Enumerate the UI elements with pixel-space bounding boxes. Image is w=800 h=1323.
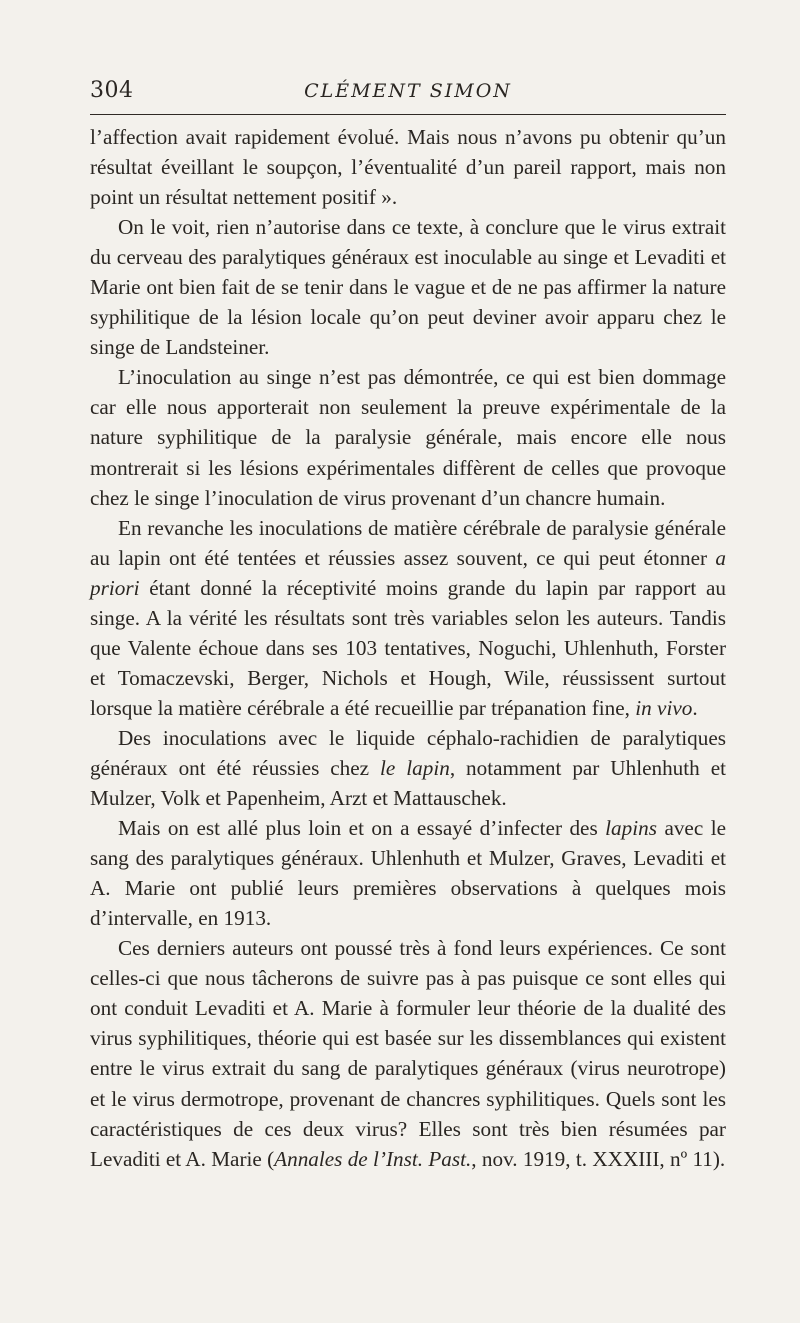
paragraph-1 (90, 122, 726, 212)
page-header (90, 78, 726, 108)
paragraph-5-italic-le-lapin: le lapin (380, 755, 450, 780)
paragraph-3-text: L’inoculation au singe n’est pas démontrée, ce qui est bien dommage car elle nous apporterait non seulement la preuve expérimentale de la nature syphilitique de la paralysie générale, mais encore elle nous montrerait si les lésions expérimentales diffèrent de celles que provoque chez le singe l’inoculation de virus provenant d’un chancre humain. (90, 365, 726, 510)
paragraph-2 (90, 212, 726, 362)
paragraph-1-text: l’affection avait rapidement évolué. Mais nous n’avons pu obtenir qu’un résultat éveillant le soupçon, l’éventualité d’un pareil rapport, mais non point un résultat nettement positif ». (90, 125, 726, 210)
running-title: CLÉMENT SIMON (304, 80, 512, 102)
body-text (90, 122, 726, 1174)
paragraph-6 (90, 813, 726, 933)
paragraph-4-text-a: En revanche les inoculations de matière cérébrale de paralysie générale au lapin ont été tentées et réussies assez souvent, ce qui peut étonner (90, 515, 726, 570)
paragraph-3 (90, 362, 726, 512)
paragraph-5 (90, 723, 726, 813)
paragraph-4-text-c: . (692, 695, 698, 720)
page-number: 304 (90, 78, 134, 103)
header-rule (90, 114, 726, 115)
paragraph-5-text-b: , notamment par Uhlenhuth et Mulzer, Volk et Papenheim, Arzt et Mattauschek. (90, 755, 726, 811)
paragraph-6-text-a: Mais on est allé plus loin et on a essayé d’infecter des (118, 816, 606, 841)
paragraph-4-italic-a-priori: a priori (90, 545, 726, 600)
paragraph-6-italic-lapins: lapins (605, 816, 657, 841)
paragraph-4-italic-in-vivo: in vivo (635, 695, 693, 720)
paragraph-2-text: On le voit, rien n’autorise dans ce texte, à conclure que le virus extrait du cerveau des paralytiques généraux est inoculable au singe et Levaditi et Marie ont bien fait de se tenir dans le vague et de ne pas affirmer la nature syphilitique de la lésion locale qu’on peut deviner avoir apparu chez le singe de Landsteiner. (90, 215, 726, 360)
paragraph-7-text-b: , nov. 1919, t. XXXIII, nº 11). (471, 1146, 726, 1171)
paragraph-7-italic-annales: Annales de l’Inst. Past. (274, 1146, 472, 1171)
paragraph-7-text-a: Ces derniers auteurs ont poussé très à fond leurs expériences. Ce sont celles-ci que nous tâcherons de suivre pas à pas puisque ce sont elles qui ont conduit Levaditi et A. Marie à formuler leur théorie de la dualité des virus syphilitiques, théorie qui est basée sur les dissemblances qui existent entre le virus extrait du sang de paralytiques généraux (virus neurotrope) et le virus dermotrope, provenant de chancres syphilitiques. Quels sont les caractéristiques de ces deux virus? Elles sont très bien résumées par Levaditi et A. Marie ( (90, 936, 726, 1171)
paragraph-4-text-b: étant donné la réceptivité moins grande du lapin par rapport au singe. A la vérité les résultats sont très variables selon les auteurs. Tandis que Valente échoue dans ses 103 tentatives, Noguchi, Uhlenhuth, Forster et Tomaczevski, Berger, Nichols et Hough, Wile, réussissent surtout lorsque la matière cérébrale a été recueillie par trépanation fine, (90, 575, 726, 720)
paragraph-7 (90, 933, 726, 1173)
paragraph-6-text-b: avec le sang des paralytiques généraux. Uhlenhuth et Mulzer, Graves, Levaditi et A. Marie ont publié leurs premières observations à quelques mois d’intervalle, en 1913. (90, 816, 726, 931)
paragraph-4 (90, 513, 726, 723)
paragraph-5-text-a: Des inoculations avec le liquide céphalo-rachidien de paralytiques généraux ont été réussies chez (90, 725, 726, 780)
